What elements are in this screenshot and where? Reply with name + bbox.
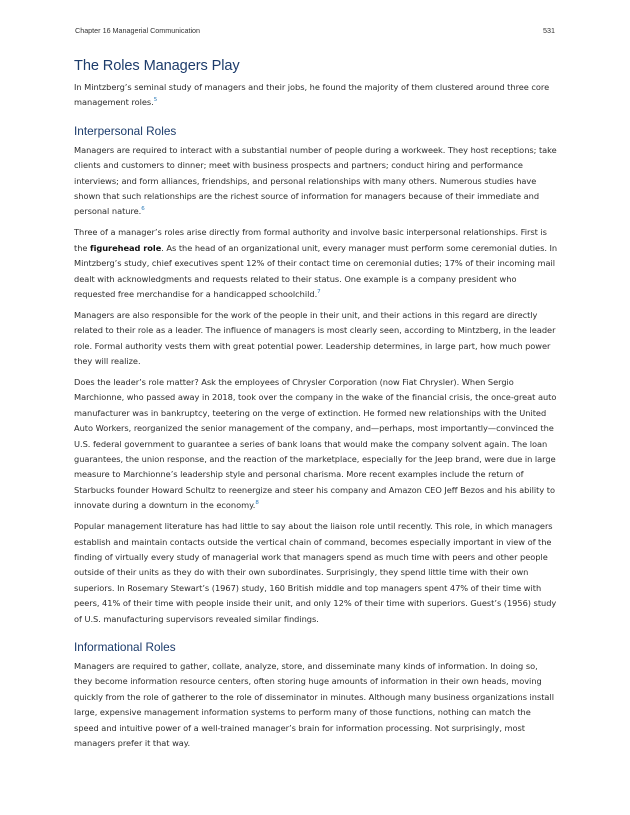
paragraph: Popular management literature has had little to say about the liaison role until recently. This role, in which managers establish and maintain contacts outside the vertical chain of command, becomes especially important in view of the finding of virtually every study of managerial work that managers spend as much time with peers and other people outside of their units as they do with their own subordinates. Surprisingly, they spend little time with their own superiors. In Rosemary Stewart’s (1967) study, 160 British middle and top managers spent 47% of their time with peers, 41% of their time with people inside their unit, and only 12% of their time with superiors. Guest’s (1956) study of U.S. manufacturing supervisors revealed similar findings. xyxy=(74,521,557,624)
paragraph-text: Does the leader’s role matter? Ask the employees of Chrysler Corporation (now Fiat Chrysler). When Sergio Marchionne, who passed away in 2018, took over the company in the wake of the financial crisis, the once-great auto manufacturer was in bankruptcy, teetering on the verge of extinction. He formed new relationships with the United Auto Workers, reorganized the senior management of the company, and—perhaps, most importantly—convinced the U.S. federal government to guarantee a series of bank loans that would make the company solvent again. The loan guarantees, the union response, and the reaction of the marketplace, especially for the Jeep brand, were due in large measure to Marchionne’s leadership style and personal charisma. More recent examples include the return of Starbucks founder Howard Schultz to reenergize and steer his company and Amazon CEO Jeff Bezos and his ability to innovate during a downturn in the economy. xyxy=(74,377,557,511)
paragraph-text: Managers are required to interact with a substantial number of people during a workweek. They host receptions; take clients and customers to dinner; meet with business prospects and partners; conduct hiring and performance interviews; and form alliances, friendships, and personal relationships with many others. Numerous studies have shown that such relationships are the richest source of information for managers because of their immediate and personal nature. xyxy=(74,144,557,217)
paragraph: Managers are required to gather, collate, analyze, store, and disseminate many kinds of information. In doing so, they become information resource centers, often storing huge amounts of information in their own heads, moving quickly from the role of gatherer to the role of disseminator in minutes. Although many business organizations install large, expensive management information systems to perform many of those functions, nothing can match the speed and intuitive power of a well-trained manager’s brain for information processing. Not surprisingly, most managers prefer it that way. xyxy=(74,661,554,749)
heading-interpersonal-roles: Interpersonal Roles xyxy=(74,123,177,138)
page-number: 531 xyxy=(543,26,555,35)
footnote-ref-7[interactable]: 7 xyxy=(317,288,321,295)
paragraph-text: . As the head of an organizational unit, every manager must perform some ceremonial duties. In Mintzberg’s study, chief executives spent 12% of their contact time on ceremonial duties; 17% of their incoming mail dealt with acknowledgments and requests related to their status. One example is a company president who requested free merchandise for a handicapped schoolchild. xyxy=(74,242,558,299)
paragraph xyxy=(74,143,558,220)
paragraph xyxy=(74,225,558,302)
intro-paragraph xyxy=(74,80,558,111)
paragraph-text: Three of a manager’s roles arise directly from formal authority and involve basic interpersonal relationships. First is the xyxy=(74,227,547,253)
paragraph: Managers are also responsible for the work of the people in their unit, and their actions in this regard are directly related to their role as a leader. The influence of managers is most clearly seen, according to Mintzberg, in the leader role. Formal authority vests them with great potential power. Leadership determines, in large part, how much power they will realize. xyxy=(74,309,556,367)
section-title: The Roles Managers Play xyxy=(74,58,240,74)
footnote-ref-8[interactable]: 8 xyxy=(255,500,259,507)
intro-text: In Mintzberg’s seminal study of managers and their jobs, he found the majority of them clustered around three core management roles. xyxy=(74,82,550,108)
footnote-ref-5[interactable]: 5 xyxy=(153,97,158,104)
page-content xyxy=(74,58,558,757)
figurehead-role-term: figurehead role xyxy=(90,242,162,253)
chapter-title: Chapter 16 Managerial Communication xyxy=(75,26,201,35)
paragraph xyxy=(74,375,558,514)
footnote-ref-6[interactable]: 6 xyxy=(141,206,145,213)
heading-informational-roles: Informational Roles xyxy=(74,640,176,654)
